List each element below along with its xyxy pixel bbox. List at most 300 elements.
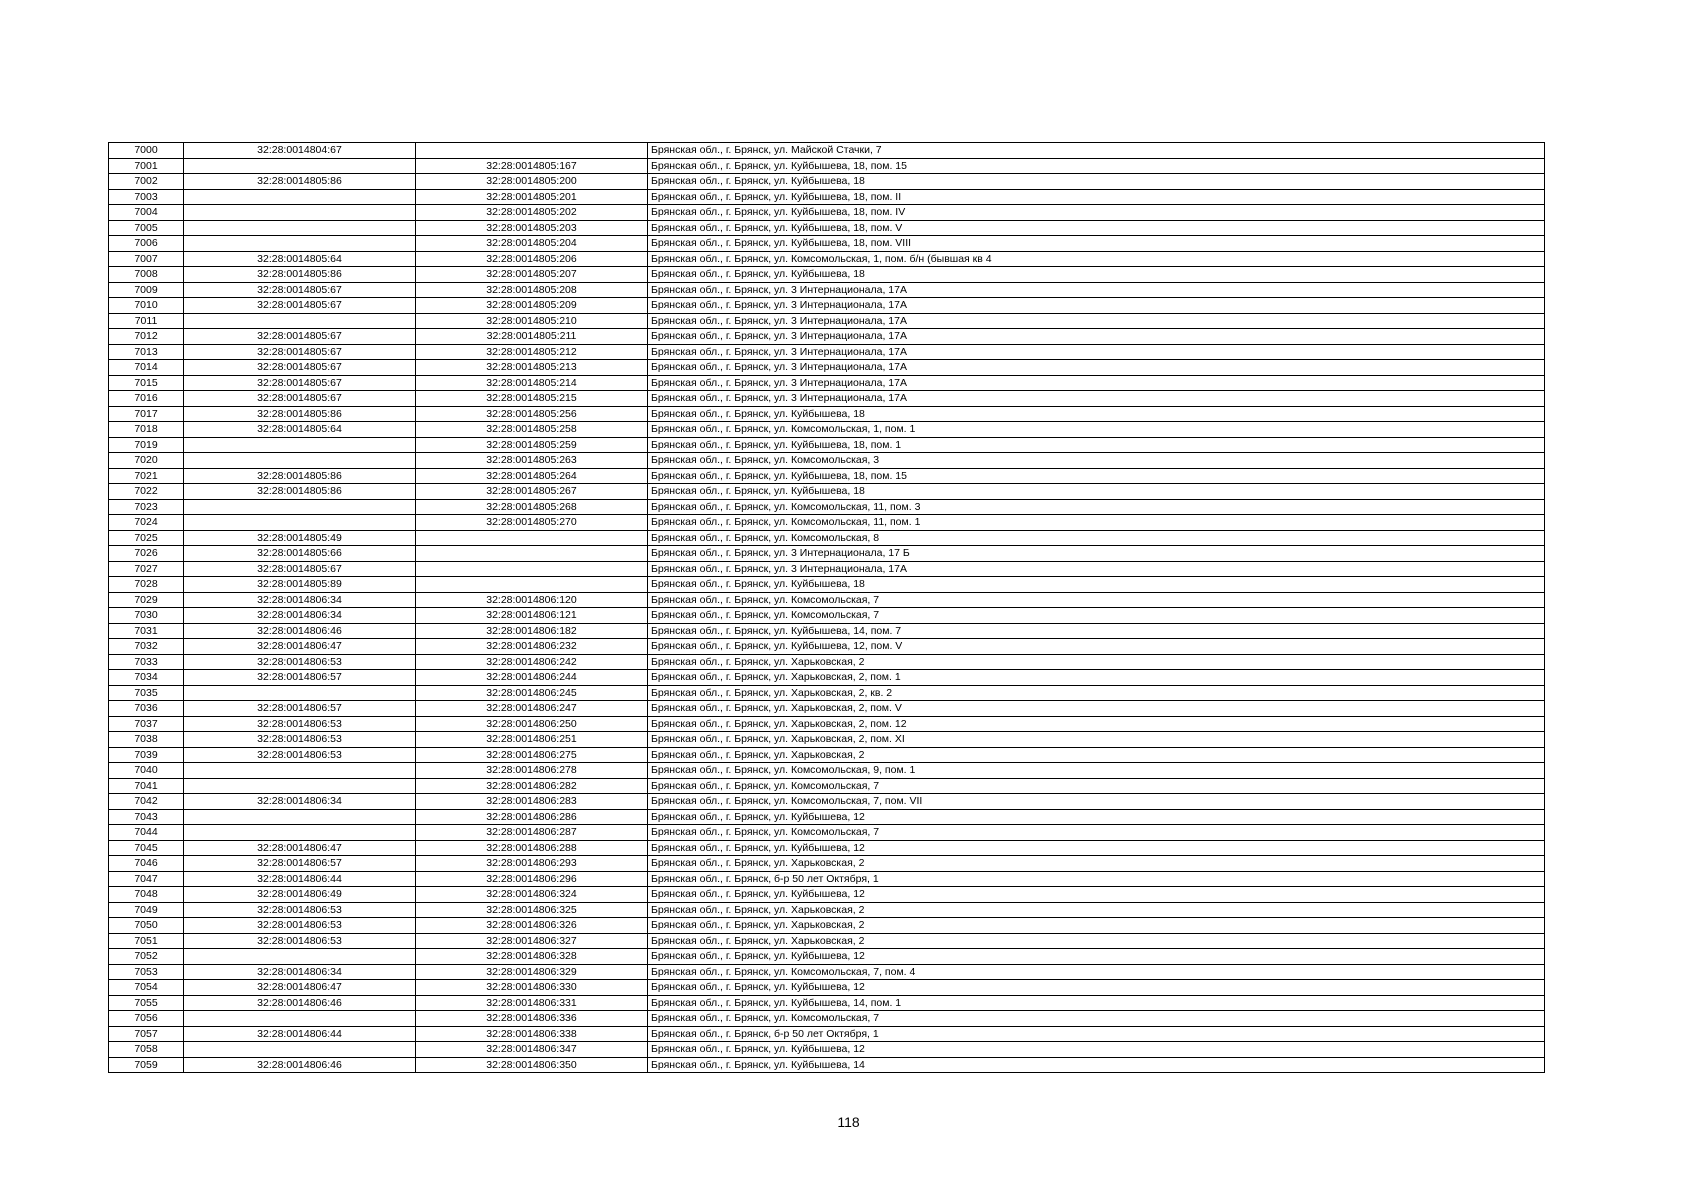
object-cadastral-number-cell: 32:28:0014806:275: [416, 747, 648, 763]
land-cadastral-number-cell: 32:28:0014805:67: [184, 344, 416, 360]
address-cell: Брянская обл., г. Брянск, ул. Куйбышева, 18: [648, 406, 1545, 422]
table-row: [109, 980, 1545, 996]
object-cadastral-number-cell: 32:28:0014806:336: [416, 1011, 648, 1027]
row-number-cell: 7045: [109, 840, 184, 856]
object-cadastral-number-cell: 32:28:0014805:211: [416, 329, 648, 345]
table-row: [109, 143, 1545, 159]
land-cadastral-number-cell: 32:28:0014806:44: [184, 1026, 416, 1042]
address-cell: Брянская обл., г. Брянск, ул. Куйбышева, 18: [648, 267, 1545, 283]
address-cell: Брянская обл., г. Брянск, ул. Майской Стачки, 7: [648, 143, 1545, 159]
table-row: [109, 809, 1545, 825]
object-cadastral-number-cell: 32:28:0014806:329: [416, 964, 648, 980]
land-cadastral-number-cell: [184, 205, 416, 221]
table-row: [109, 577, 1545, 593]
table-row: [109, 747, 1545, 763]
table-row: [109, 933, 1545, 949]
table-row: [109, 515, 1545, 531]
row-number-cell: 7057: [109, 1026, 184, 1042]
land-cadastral-number-cell: [184, 809, 416, 825]
table-row: [109, 484, 1545, 500]
address-cell: Брянская обл., г. Брянск, ул. Куйбышева, 18: [648, 484, 1545, 500]
row-number-cell: 7009: [109, 282, 184, 298]
row-number-cell: 7037: [109, 716, 184, 732]
table-row: [109, 236, 1545, 252]
land-cadastral-number-cell: [184, 825, 416, 841]
row-number-cell: 7012: [109, 329, 184, 345]
object-cadastral-number-cell: 32:28:0014805:258: [416, 422, 648, 438]
object-cadastral-number-cell: 32:28:0014806:120: [416, 592, 648, 608]
address-cell: Брянская обл., г. Брянск, ул. 3 Интернационала, 17А: [648, 313, 1545, 329]
table-row: [109, 360, 1545, 376]
object-cadastral-number-cell: 32:28:0014806:287: [416, 825, 648, 841]
address-cell: Брянская обл., г. Брянск, ул. Комсомольская, 7: [648, 778, 1545, 794]
row-number-cell: 7052: [109, 949, 184, 965]
address-cell: Брянская обл., г. Брянск, ул. 3 Интернационала, 17А: [648, 391, 1545, 407]
address-cell: Брянская обл., г. Брянск, ул. Харьковская, 2: [648, 933, 1545, 949]
row-number-cell: 7047: [109, 871, 184, 887]
land-cadastral-number-cell: [184, 778, 416, 794]
address-cell: Брянская обл., г. Брянск, ул. Куйбышева, 18, пом. VIII: [648, 236, 1545, 252]
address-cell: Брянская обл., г. Брянск, ул. Комсомольская, 9, пом. 1: [648, 763, 1545, 779]
row-number-cell: 7020: [109, 453, 184, 469]
page-number: 118: [837, 1114, 860, 1130]
row-number-cell: 7008: [109, 267, 184, 283]
row-number-cell: 7046: [109, 856, 184, 872]
table-row: [109, 375, 1545, 391]
table-row: [109, 546, 1545, 562]
land-cadastral-number-cell: 32:28:0014806:34: [184, 794, 416, 810]
object-cadastral-number-cell: 32:28:0014806:121: [416, 608, 648, 624]
table-row: [109, 468, 1545, 484]
table-row: [109, 794, 1545, 810]
land-cadastral-number-cell: 32:28:0014805:89: [184, 577, 416, 593]
row-number-cell: 7035: [109, 685, 184, 701]
row-number-cell: 7038: [109, 732, 184, 748]
row-number-cell: 7006: [109, 236, 184, 252]
land-cadastral-number-cell: 32:28:0014805:64: [184, 251, 416, 267]
address-cell: Брянская обл., г. Брянск, ул. 3 Интернационала, 17А: [648, 282, 1545, 298]
table-row: [109, 716, 1545, 732]
land-cadastral-number-cell: [184, 1042, 416, 1058]
land-cadastral-number-cell: 32:28:0014806:53: [184, 654, 416, 670]
row-number-cell: 7028: [109, 577, 184, 593]
table-row: [109, 856, 1545, 872]
object-cadastral-number-cell: 32:28:0014806:182: [416, 623, 648, 639]
row-number-cell: 7005: [109, 220, 184, 236]
row-number-cell: 7041: [109, 778, 184, 794]
object-cadastral-number-cell: 32:28:0014806:282: [416, 778, 648, 794]
land-cadastral-number-cell: 32:28:0014805:67: [184, 298, 416, 314]
address-cell: Брянская обл., г. Брянск, ул. Харьковская, 2: [648, 654, 1545, 670]
row-number-cell: 7040: [109, 763, 184, 779]
address-cell: Брянская обл., г. Брянск, ул. Комсомольская, 7: [648, 592, 1545, 608]
row-number-cell: 7001: [109, 158, 184, 174]
land-cadastral-number-cell: [184, 236, 416, 252]
object-cadastral-number-cell: 32:28:0014805:208: [416, 282, 648, 298]
land-cadastral-number-cell: 32:28:0014805:86: [184, 468, 416, 484]
object-cadastral-number-cell: 32:28:0014806:325: [416, 902, 648, 918]
address-cell: Брянская обл., г. Брянск, ул. Харьковская, 2: [648, 918, 1545, 934]
address-cell: Брянская обл., г. Брянск, ул. Харьковская, 2, пом. XI: [648, 732, 1545, 748]
row-number-cell: 7043: [109, 809, 184, 825]
land-cadastral-number-cell: [184, 1011, 416, 1027]
land-cadastral-number-cell: [184, 499, 416, 515]
address-cell: Брянская обл., г. Брянск, ул. Харьковская, 2: [648, 902, 1545, 918]
object-cadastral-number-cell: 32:28:0014806:338: [416, 1026, 648, 1042]
address-cell: Брянская обл., г. Брянск, ул. Куйбышева, 12: [648, 949, 1545, 965]
table-row: [109, 267, 1545, 283]
address-cell: Брянская обл., г. Брянск, ул. Куйбышева, 18: [648, 577, 1545, 593]
object-cadastral-number-cell: 32:28:0014806:327: [416, 933, 648, 949]
land-cadastral-number-cell: 32:28:0014806:53: [184, 716, 416, 732]
address-cell: Брянская обл., г. Брянск, ул. Куйбышева, 12: [648, 840, 1545, 856]
row-number-cell: 7054: [109, 980, 184, 996]
address-cell: Брянская обл., г. Брянск, ул. Комсомольская, 3: [648, 453, 1545, 469]
object-cadastral-number-cell: 32:28:0014806:296: [416, 871, 648, 887]
table-row: [109, 685, 1545, 701]
address-cell: Брянская обл., г. Брянск, ул. Харьковская, 2, пом. 1: [648, 670, 1545, 686]
land-cadastral-number-cell: [184, 189, 416, 205]
table-row: [109, 763, 1545, 779]
land-cadastral-number-cell: 32:28:0014805:67: [184, 360, 416, 376]
land-cadastral-number-cell: [184, 763, 416, 779]
address-cell: Брянская обл., г. Брянск, ул. 3 Интернационала, 17А: [648, 344, 1545, 360]
land-cadastral-number-cell: 32:28:0014806:47: [184, 840, 416, 856]
land-cadastral-number-cell: [184, 437, 416, 453]
object-cadastral-number-cell: 32:28:0014805:167: [416, 158, 648, 174]
address-cell: Брянская обл., г. Брянск, ул. Комсомольская, 7: [648, 608, 1545, 624]
object-cadastral-number-cell: 32:28:0014806:288: [416, 840, 648, 856]
object-cadastral-number-cell: 32:28:0014805:263: [416, 453, 648, 469]
row-number-cell: 7036: [109, 701, 184, 717]
address-cell: Брянская обл., г. Брянск, ул. Харьковская, 2, кв. 2: [648, 685, 1545, 701]
table-row: [109, 530, 1545, 546]
land-cadastral-number-cell: 32:28:0014806:46: [184, 1057, 416, 1073]
object-cadastral-number-cell: 32:28:0014806:293: [416, 856, 648, 872]
address-cell: Брянская обл., г. Брянск, ул. Куйбышева, 12, пом. V: [648, 639, 1545, 655]
land-cadastral-number-cell: [184, 515, 416, 531]
land-cadastral-number-cell: 32:28:0014806:34: [184, 608, 416, 624]
row-number-cell: 7010: [109, 298, 184, 314]
object-cadastral-number-cell: 32:28:0014806:286: [416, 809, 648, 825]
table-row: [109, 391, 1545, 407]
registry-table-body: [109, 143, 1545, 1073]
object-cadastral-number-cell: [416, 530, 648, 546]
address-cell: Брянская обл., г. Брянск, ул. 3 Интернационала, 17А: [648, 375, 1545, 391]
row-number-cell: 7022: [109, 484, 184, 500]
land-cadastral-number-cell: 32:28:0014805:64: [184, 422, 416, 438]
table-row: [109, 825, 1545, 841]
address-cell: Брянская обл., г. Брянск, ул. Куйбышева, 12: [648, 887, 1545, 903]
row-number-cell: 7017: [109, 406, 184, 422]
row-number-cell: 7044: [109, 825, 184, 841]
address-cell: Брянская обл., г. Брянск, ул. Куйбышева, 14, пом. 7: [648, 623, 1545, 639]
land-cadastral-number-cell: 32:28:0014805:86: [184, 267, 416, 283]
table-row: [109, 313, 1545, 329]
table-row: [109, 995, 1545, 1011]
land-cadastral-number-cell: 32:28:0014805:67: [184, 391, 416, 407]
address-cell: Брянская обл., г. Брянск, ул. Комсомольская, 7: [648, 825, 1545, 841]
row-number-cell: 7032: [109, 639, 184, 655]
table-row: [109, 608, 1545, 624]
object-cadastral-number-cell: 32:28:0014805:213: [416, 360, 648, 376]
address-cell: Брянская обл., г. Брянск, ул. Куйбышева, 18, пом. V: [648, 220, 1545, 236]
land-cadastral-number-cell: [184, 453, 416, 469]
table-row: [109, 189, 1545, 205]
address-cell: Брянская обл., г. Брянск, ул. Куйбышева, 12: [648, 1042, 1545, 1058]
table-row: [109, 158, 1545, 174]
table-row: [109, 639, 1545, 655]
row-number-cell: 7021: [109, 468, 184, 484]
address-cell: Брянская обл., г. Брянск, ул. 3 Интернационала, 17 Б: [648, 546, 1545, 562]
object-cadastral-number-cell: 32:28:0014805:201: [416, 189, 648, 205]
object-cadastral-number-cell: 32:28:0014806:232: [416, 639, 648, 655]
address-cell: Брянская обл., г. Брянск, ул. Комсомольская, 11, пом. 3: [648, 499, 1545, 515]
land-cadastral-number-cell: 32:28:0014805:86: [184, 174, 416, 190]
address-cell: Брянская обл., г. Брянск, ул. 3 Интернационала, 17А: [648, 329, 1545, 345]
table-row: [109, 251, 1545, 267]
object-cadastral-number-cell: 32:28:0014806:330: [416, 980, 648, 996]
row-number-cell: 7007: [109, 251, 184, 267]
address-cell: Брянская обл., г. Брянск, ул. Комсомольская, 8: [648, 530, 1545, 546]
address-cell: Брянская обл., г. Брянск, ул. Куйбышева, 12: [648, 980, 1545, 996]
object-cadastral-number-cell: 32:28:0014806:278: [416, 763, 648, 779]
land-cadastral-number-cell: [184, 313, 416, 329]
table-row: [109, 437, 1545, 453]
row-number-cell: 7029: [109, 592, 184, 608]
address-cell: Брянская обл., г. Брянск, ул. Куйбышева, 18, пом. II: [648, 189, 1545, 205]
row-number-cell: 7059: [109, 1057, 184, 1073]
land-cadastral-number-cell: 32:28:0014805:67: [184, 329, 416, 345]
table-row: [109, 871, 1545, 887]
land-cadastral-number-cell: 32:28:0014806:53: [184, 732, 416, 748]
row-number-cell: 7056: [109, 1011, 184, 1027]
row-number-cell: 7051: [109, 933, 184, 949]
land-cadastral-number-cell: 32:28:0014806:53: [184, 902, 416, 918]
table-row: [109, 918, 1545, 934]
address-cell: Брянская обл., г. Брянск, ул. 3 Интернационала, 17А: [648, 561, 1545, 577]
row-number-cell: 7050: [109, 918, 184, 934]
table-row: [109, 964, 1545, 980]
table-row: [109, 406, 1545, 422]
object-cadastral-number-cell: 32:28:0014806:250: [416, 716, 648, 732]
row-number-cell: 7003: [109, 189, 184, 205]
row-number-cell: 7026: [109, 546, 184, 562]
object-cadastral-number-cell: 32:28:0014805:212: [416, 344, 648, 360]
land-cadastral-number-cell: 32:28:0014806:46: [184, 623, 416, 639]
address-cell: Брянская обл., г. Брянск, ул. Харьковская, 2: [648, 747, 1545, 763]
table-row: [109, 298, 1545, 314]
row-number-cell: 7015: [109, 375, 184, 391]
land-cadastral-number-cell: 32:28:0014806:57: [184, 670, 416, 686]
land-cadastral-number-cell: 32:28:0014806:46: [184, 995, 416, 1011]
land-cadastral-number-cell: 32:28:0014805:86: [184, 484, 416, 500]
row-number-cell: 7014: [109, 360, 184, 376]
table-row: [109, 422, 1545, 438]
object-cadastral-number-cell: 32:28:0014805:214: [416, 375, 648, 391]
object-cadastral-number-cell: 32:28:0014806:245: [416, 685, 648, 701]
object-cadastral-number-cell: 32:28:0014805:204: [416, 236, 648, 252]
row-number-cell: 7002: [109, 174, 184, 190]
object-cadastral-number-cell: [416, 546, 648, 562]
table-row: [109, 654, 1545, 670]
table-row: [109, 1011, 1545, 1027]
table-row: [109, 453, 1545, 469]
address-cell: Брянская обл., г. Брянск, ул. Куйбышева, 18, пом. IV: [648, 205, 1545, 221]
table-row: [109, 205, 1545, 221]
row-number-cell: 7030: [109, 608, 184, 624]
land-cadastral-number-cell: [184, 685, 416, 701]
table-row: [109, 561, 1545, 577]
address-cell: Брянская обл., г. Брянск, ул. Куйбышева, 18, пом. 15: [648, 468, 1545, 484]
land-cadastral-number-cell: 32:28:0014805:86: [184, 406, 416, 422]
table-row: [109, 732, 1545, 748]
land-cadastral-number-cell: 32:28:0014805:66: [184, 546, 416, 562]
object-cadastral-number-cell: 32:28:0014806:326: [416, 918, 648, 934]
row-number-cell: 7019: [109, 437, 184, 453]
object-cadastral-number-cell: 32:28:0014805:206: [416, 251, 648, 267]
table-row: [109, 701, 1545, 717]
table-row: [109, 840, 1545, 856]
land-cadastral-number-cell: [184, 220, 416, 236]
object-cadastral-number-cell: 32:28:0014806:331: [416, 995, 648, 1011]
land-cadastral-number-cell: [184, 949, 416, 965]
row-number-cell: 7024: [109, 515, 184, 531]
table-row: [109, 220, 1545, 236]
row-number-cell: 7053: [109, 964, 184, 980]
row-number-cell: 7042: [109, 794, 184, 810]
land-cadastral-number-cell: 32:28:0014805:67: [184, 375, 416, 391]
land-cadastral-number-cell: 32:28:0014806:57: [184, 856, 416, 872]
land-cadastral-number-cell: 32:28:0014806:53: [184, 933, 416, 949]
row-number-cell: 7055: [109, 995, 184, 1011]
address-cell: Брянская обл., г. Брянск, ул. Комсомольская, 1, пом. б/н (бывшая кв 4: [648, 251, 1545, 267]
object-cadastral-number-cell: [416, 143, 648, 159]
land-cadastral-number-cell: 32:28:0014806:34: [184, 592, 416, 608]
object-cadastral-number-cell: 32:28:0014805:215: [416, 391, 648, 407]
land-cadastral-number-cell: 32:28:0014806:53: [184, 918, 416, 934]
object-cadastral-number-cell: 32:28:0014805:203: [416, 220, 648, 236]
land-cadastral-number-cell: 32:28:0014806:47: [184, 980, 416, 996]
row-number-cell: 7031: [109, 623, 184, 639]
row-number-cell: 7023: [109, 499, 184, 515]
object-cadastral-number-cell: 32:28:0014806:242: [416, 654, 648, 670]
row-number-cell: 7025: [109, 530, 184, 546]
table-row: [109, 1057, 1545, 1073]
object-cadastral-number-cell: 32:28:0014805:202: [416, 205, 648, 221]
land-cadastral-number-cell: 32:28:0014806:44: [184, 871, 416, 887]
table-row: [109, 778, 1545, 794]
table-row: [109, 1042, 1545, 1058]
land-cadastral-number-cell: [184, 158, 416, 174]
object-cadastral-number-cell: 32:28:0014805:200: [416, 174, 648, 190]
address-cell: Брянская обл., г. Брянск, ул. Харьковская, 2, пом. 12: [648, 716, 1545, 732]
row-number-cell: 7048: [109, 887, 184, 903]
object-cadastral-number-cell: 32:28:0014806:328: [416, 949, 648, 965]
address-cell: Брянская обл., г. Брянск, ул. Комсомольская, 7: [648, 1011, 1545, 1027]
object-cadastral-number-cell: [416, 561, 648, 577]
table-row: [109, 1026, 1545, 1042]
address-cell: Брянская обл., г. Брянск, ул. Харьковская, 2: [648, 856, 1545, 872]
table-row: [109, 887, 1545, 903]
address-cell: Брянская обл., г. Брянск, ул. Комсомольская, 7, пом. 4: [648, 964, 1545, 980]
land-cadastral-number-cell: 32:28:0014805:67: [184, 282, 416, 298]
address-cell: Брянская обл., г. Брянск, б-р 50 лет Октября, 1: [648, 871, 1545, 887]
object-cadastral-number-cell: 32:28:0014806:244: [416, 670, 648, 686]
land-cadastral-number-cell: 32:28:0014806:47: [184, 639, 416, 655]
table-row: [109, 282, 1545, 298]
object-cadastral-number-cell: 32:28:0014805:268: [416, 499, 648, 515]
address-cell: Брянская обл., г. Брянск, ул. 3 Интернационала, 17А: [648, 298, 1545, 314]
row-number-cell: 7004: [109, 205, 184, 221]
table-row: [109, 174, 1545, 190]
object-cadastral-number-cell: 32:28:0014806:350: [416, 1057, 648, 1073]
address-cell: Брянская обл., г. Брянск, б-р 50 лет Октября, 1: [648, 1026, 1545, 1042]
row-number-cell: 7049: [109, 902, 184, 918]
object-cadastral-number-cell: 32:28:0014805:270: [416, 515, 648, 531]
object-cadastral-number-cell: [416, 577, 648, 593]
object-cadastral-number-cell: 32:28:0014806:283: [416, 794, 648, 810]
land-cadastral-number-cell: 32:28:0014806:53: [184, 747, 416, 763]
address-cell: Брянская обл., г. Брянск, ул. Комсомольская, 11, пом. 1: [648, 515, 1545, 531]
address-cell: Брянская обл., г. Брянск, ул. Куйбышева, 14: [648, 1057, 1545, 1073]
address-cell: Брянская обл., г. Брянск, ул. Куйбышева, 14, пом. 1: [648, 995, 1545, 1011]
address-cell: Брянская обл., г. Брянск, ул. Куйбышева, 12: [648, 809, 1545, 825]
land-cadastral-number-cell: 32:28:0014804:67: [184, 143, 416, 159]
row-number-cell: 7016: [109, 391, 184, 407]
table-row: [109, 623, 1545, 639]
land-cadastral-number-cell: 32:28:0014805:49: [184, 530, 416, 546]
row-number-cell: 7011: [109, 313, 184, 329]
address-cell: Брянская обл., г. Брянск, ул. Куйбышева, 18, пом. 1: [648, 437, 1545, 453]
row-number-cell: 7033: [109, 654, 184, 670]
object-cadastral-number-cell: 32:28:0014806:251: [416, 732, 648, 748]
object-cadastral-number-cell: 32:28:0014805:256: [416, 406, 648, 422]
land-cadastral-number-cell: 32:28:0014806:57: [184, 701, 416, 717]
address-cell: Брянская обл., г. Брянск, ул. Куйбышева, 18: [648, 174, 1545, 190]
address-cell: Брянская обл., г. Брянск, ул. Комсомольская, 1, пом. 1: [648, 422, 1545, 438]
table-row: [109, 592, 1545, 608]
table-row: [109, 329, 1545, 345]
table-row: [109, 670, 1545, 686]
table-row: [109, 949, 1545, 965]
table-row: [109, 902, 1545, 918]
row-number-cell: 7027: [109, 561, 184, 577]
row-number-cell: 7018: [109, 422, 184, 438]
object-cadastral-number-cell: 32:28:0014806:247: [416, 701, 648, 717]
object-cadastral-number-cell: 32:28:0014805:267: [416, 484, 648, 500]
land-cadastral-number-cell: 32:28:0014805:67: [184, 561, 416, 577]
land-cadastral-number-cell: 32:28:0014806:49: [184, 887, 416, 903]
table-row: [109, 499, 1545, 515]
address-cell: Брянская обл., г. Брянск, ул. 3 Интернационала, 17А: [648, 360, 1545, 376]
table-row: [109, 344, 1545, 360]
object-cadastral-number-cell: 32:28:0014806:324: [416, 887, 648, 903]
object-cadastral-number-cell: 32:28:0014805:207: [416, 267, 648, 283]
object-cadastral-number-cell: 32:28:0014805:210: [416, 313, 648, 329]
address-cell: Брянская обл., г. Брянск, ул. Куйбышева, 18, пом. 15: [648, 158, 1545, 174]
address-cell: Брянская обл., г. Брянск, ул. Комсомольская, 7, пом. VII: [648, 794, 1545, 810]
registry-table: [108, 142, 1545, 1073]
row-number-cell: 7058: [109, 1042, 184, 1058]
row-number-cell: 7000: [109, 143, 184, 159]
row-number-cell: 7039: [109, 747, 184, 763]
object-cadastral-number-cell: 32:28:0014805:259: [416, 437, 648, 453]
address-cell: Брянская обл., г. Брянск, ул. Харьковская, 2, пом. V: [648, 701, 1545, 717]
land-cadastral-number-cell: 32:28:0014806:34: [184, 964, 416, 980]
row-number-cell: 7013: [109, 344, 184, 360]
object-cadastral-number-cell: 32:28:0014805:209: [416, 298, 648, 314]
